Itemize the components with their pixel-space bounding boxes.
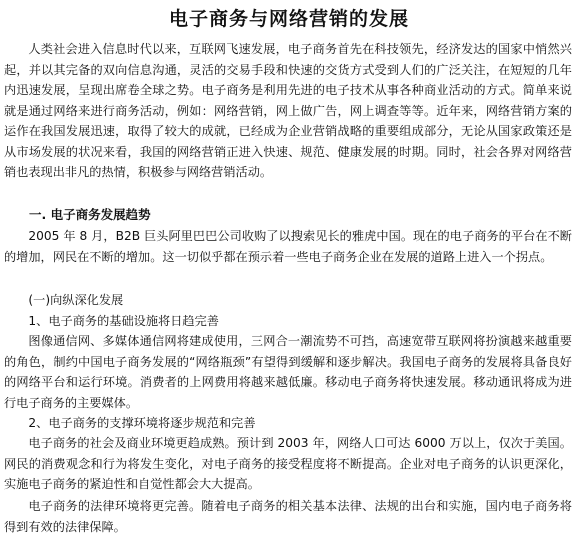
section-heading-trends: 一. 电子商务发展趋势 (29, 207, 151, 222)
item-heading-infrastructure: 1、电子商务的基础设施将日趋完善 (28, 314, 219, 328)
section-trends-paragraph: 2005 年 8 月，B2B 巨头阿里巴巴公司收购了以搜索见长的雅虎中国。现在的电子商务的平台在不断的增加，网民在不断的增加。这一切似乎都在预示着一些电子商务企业在发展的道路上进入一个拐点。 (4, 229, 572, 264)
item-environment-paragraph-legal: 电子商务的法律环境将更完善。随着电子商务的相关基本法律、法规的出台和实施，国内电子商务将得到有效的法律保障。 (4, 499, 572, 534)
item-infrastructure-paragraph: 图像通信网、多媒体通信网将建成使用，三网合一潮流势不可挡，高速宽带互联网将扮演越来越重要的角色，制约中国电子商务发展的“网络瓶颈”有望得到缓解和逐步解决。我国电子商务的发展将具备良好的网络平台和运行环境。消费者的上网费用将越来越低廉。移动电子商务将快速发展。移动通讯将成为进行电子商务的主要媒体。 (4, 334, 572, 410)
subsection-heading-deepening: (一)向纵深化发展 (28, 293, 124, 307)
item-environment-paragraph-social: 电子商务的社会及商业环境更趋成熟。预计到 2003 年，网络人口可达 6000 万以上，仅次于美国。网民的消费观念和行为将发生变化，对电子商务的接受程度将不断提高。企业对电子商务的认识更深化，实施电子商务的紧迫性和自觉性都会大大提高。 (4, 436, 572, 491)
item-heading-environment: 2、电子商务的支撑环境将逐步规范和完善 (28, 416, 256, 430)
document-title: 电子商务与网络营销的发展 (168, 8, 409, 30)
intro-paragraph: 人类社会进入信息时代以来，互联网飞速发展，电子商务首先在科技领先，经济发达的国家中悄然兴起，并以其完备的双向信息沟通，灵活的交易手段和快速的交货方式受到人们的广泛关注，在短短的几年内迅速发展，呈现出席卷全球之势。电子商务是利用先进的电子技术从事各种商业活动的方式。简单来说就是通过网络来进行商务活动，例如：网络营销，网上做广告，网上调查等等。近年来，网络营销方案的运作在我国发展迅速，取得了较大的成就，已经成为企业营销战略的重要组成部分，无论从国家政策还是从市场发展的状况来看，我国的网络营销正进入快速、规范、健康发展的时期。同时，社会各界对网络营销也表现出非凡的热情，积极参与网络营销活动。 (4, 42, 572, 179)
